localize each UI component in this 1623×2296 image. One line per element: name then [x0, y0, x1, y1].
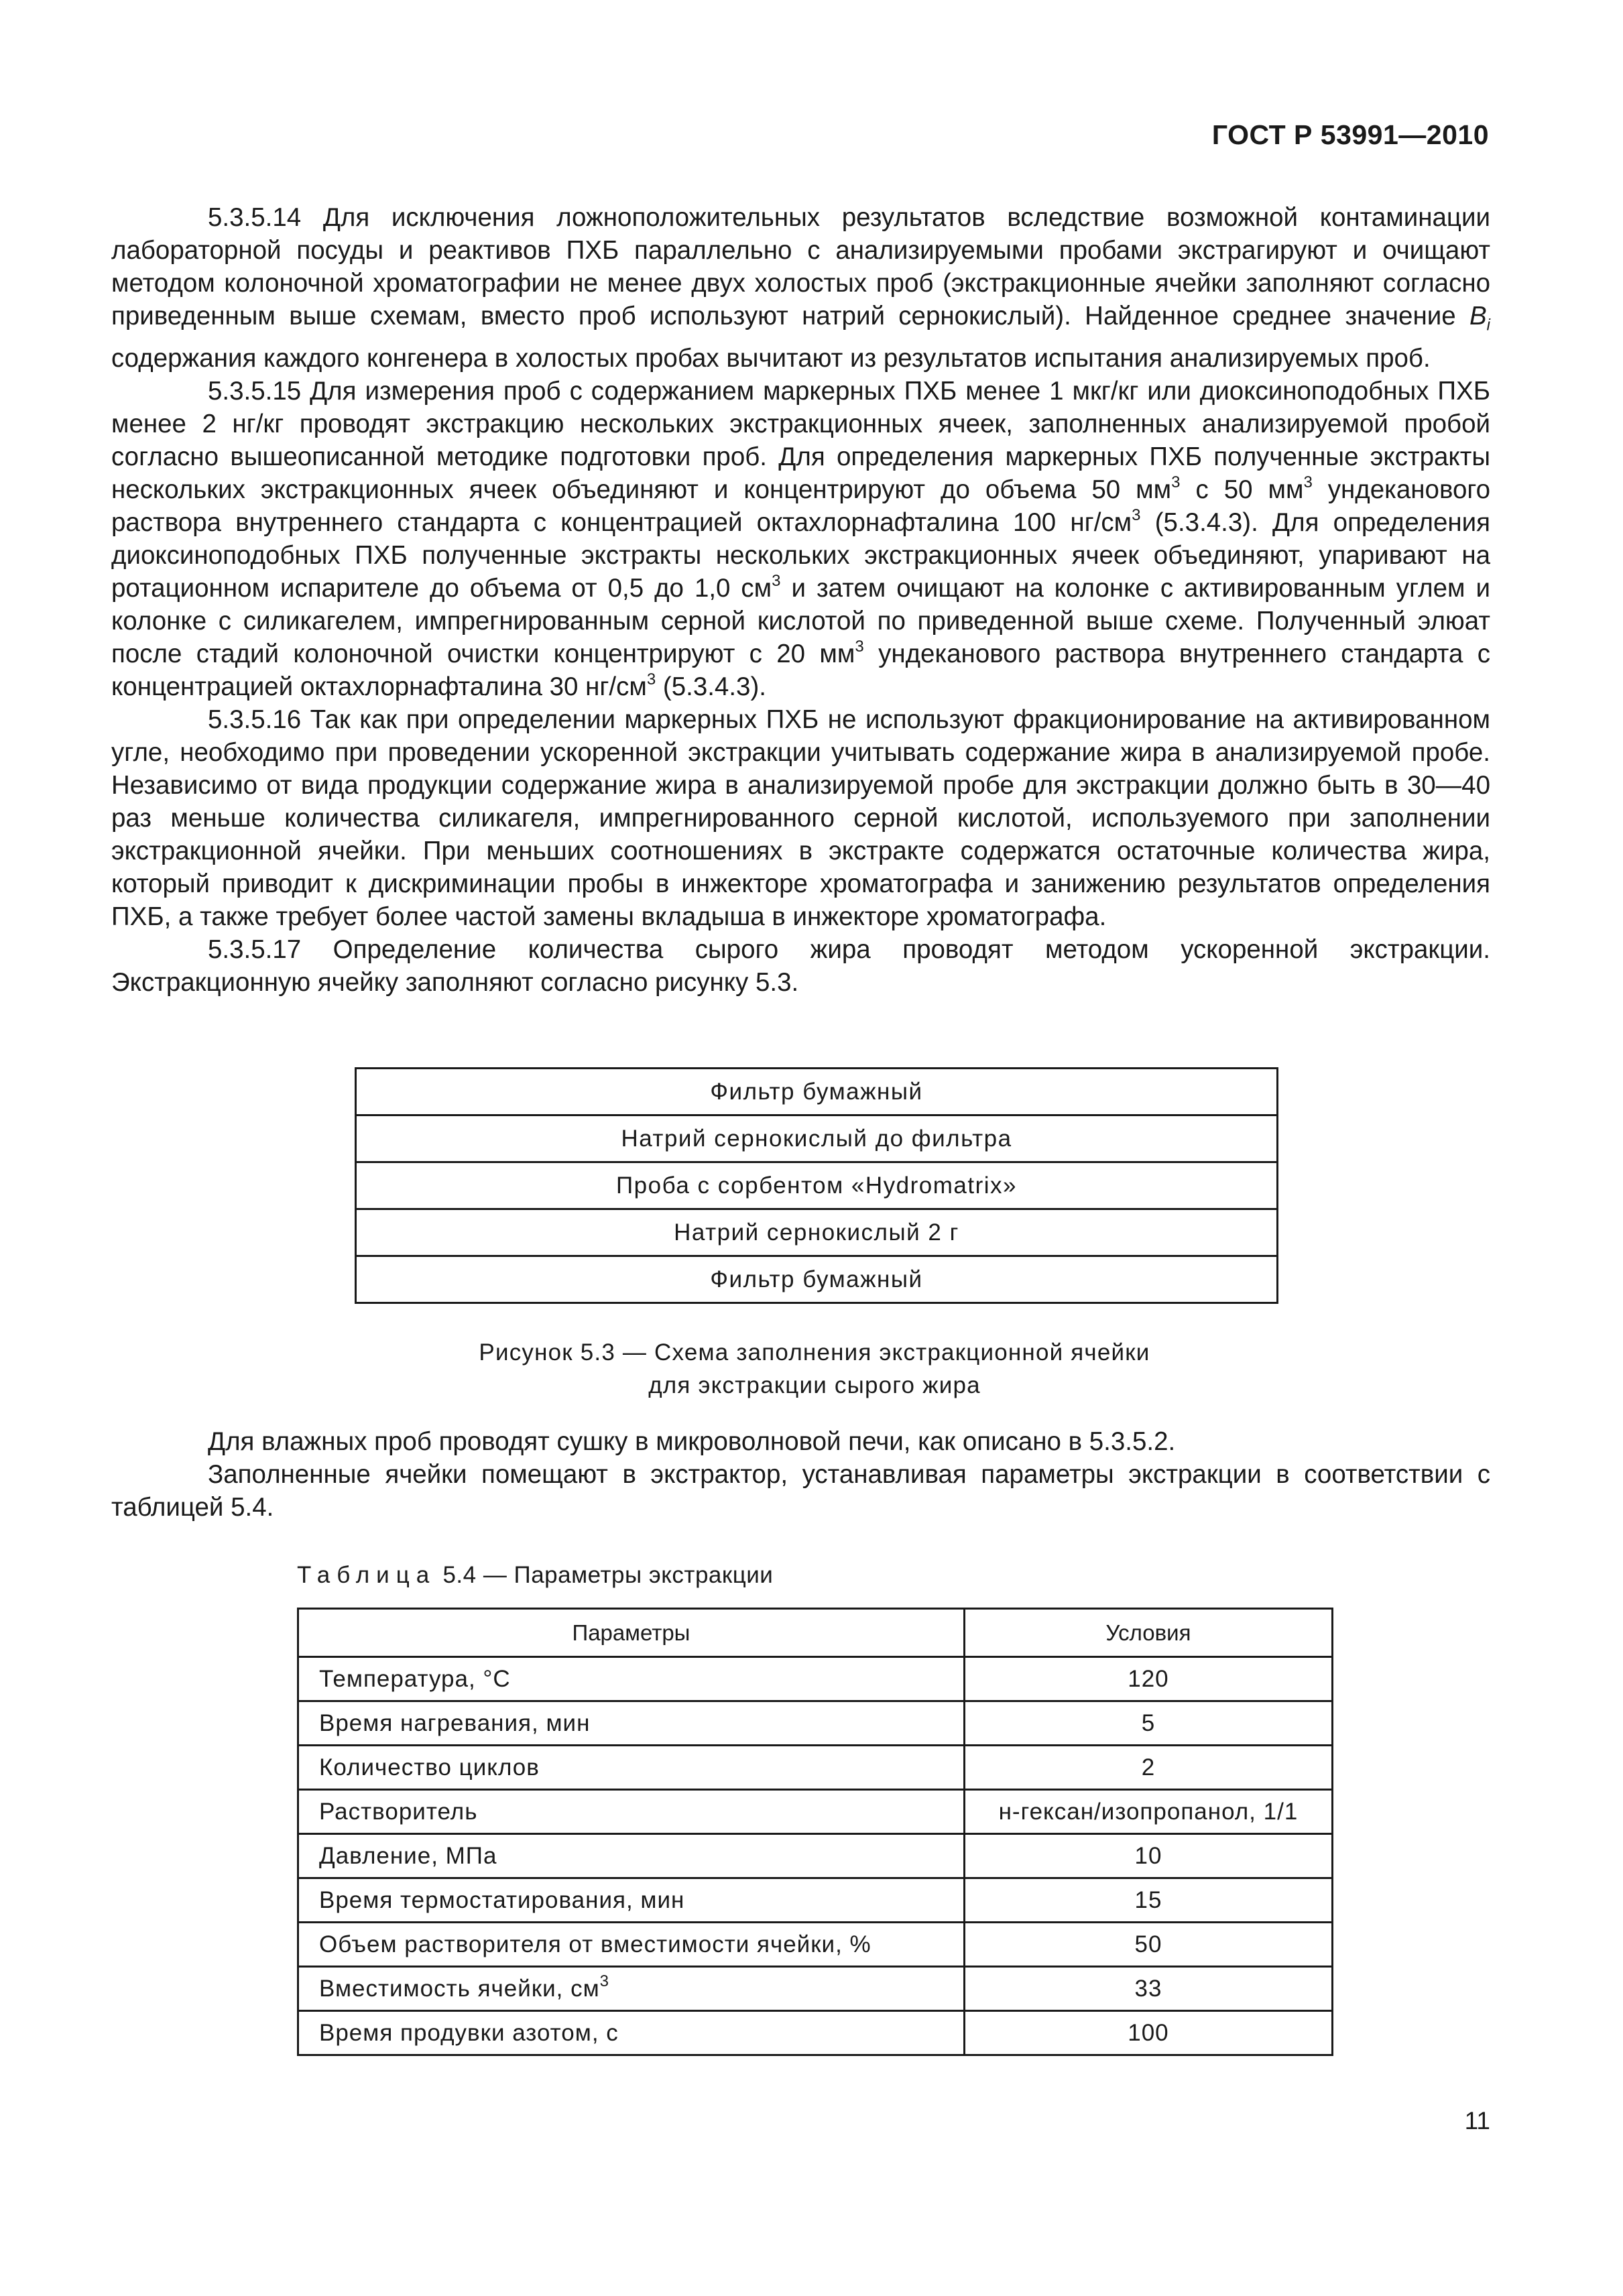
extraction-cell-scheme	[355, 1067, 1278, 1304]
post-figure-text	[111, 1425, 1490, 1524]
column-header-parameters: Параметры	[298, 1609, 965, 1657]
extraction-parameters-table	[297, 1608, 1333, 2056]
variable-b: B	[1469, 302, 1487, 330]
table-row	[298, 1701, 1333, 1746]
parameter-value: 50	[964, 1923, 1332, 1967]
paragraph-text: содержания каждого конгенера в холостых пробах вычитают из результатов испытания анализируемых проб.	[111, 343, 1431, 373]
parameter-value: 5	[964, 1701, 1332, 1746]
table-header-row	[298, 1609, 1333, 1657]
superscript: 3	[772, 571, 781, 590]
paragraph-text: с 50 мм	[1180, 475, 1304, 504]
table-caption-title: 5.4 — Параметры экстракции	[436, 1562, 774, 1588]
parameter-name-text: Вместимость ячейки, см	[319, 1975, 600, 2002]
superscript: 3	[1303, 473, 1313, 491]
superscript: 3	[599, 1972, 610, 1990]
figure-caption	[355, 1336, 1274, 1402]
table-row	[298, 1967, 1333, 2011]
scheme-layer: Фильтр бумажный	[357, 1069, 1276, 1116]
paragraph-5-3-5-14	[111, 201, 1490, 375]
parameter-name	[298, 1967, 965, 2011]
parameter-name: Температура, °С	[298, 1657, 965, 1701]
table-row	[298, 1834, 1333, 1878]
parameter-value: 15	[964, 1878, 1332, 1923]
parameter-value: 120	[964, 1657, 1332, 1701]
scheme-layer: Натрий сернокислый 2 г	[357, 1210, 1276, 1257]
parameter-value: 2	[964, 1746, 1332, 1790]
superscript: 3	[855, 637, 864, 656]
superscript: 3	[646, 670, 656, 688]
figure-caption-line-2: для экстракции сырого жира	[648, 1372, 981, 1398]
superscript: 3	[1132, 505, 1141, 524]
parameter-name: Количество циклов	[298, 1746, 965, 1790]
paragraph-5-3-5-16: 5.3.5.16 Так как при определении маркерных ПХБ не используют фракционирование на активированном угле, необходимо при проведении ускоренной экстракции учитывать содержание жира в анализируемой пробе. Независимо от вида продукции содержание жира в анализируемой пробе для экстракции должно быть в 30—40 раз меньше количества силикагеля, импрегнированного серной кислотой, используемого при заполнении экстракционной ячейки. При меньших соотношениях в экстракте содержатся остаточные количества жира, который приводит к дискриминации пробы в инжекторе хроматографа и занижению результатов определения ПХБ, а также требует более частой замены вкладыша в инжекторе хроматографа.	[111, 705, 1490, 931]
paragraph-drying: Для влажных проб проводят сушку в микроволновой печи, как описано в 5.3.5.2.	[208, 1427, 1176, 1456]
page-number: 11	[1464, 2107, 1490, 2134]
table-row	[298, 1923, 1333, 1967]
parameter-name: Растворитель	[298, 1790, 965, 1834]
parameter-value: н-гексан/изопропанол, 1/1	[964, 1790, 1332, 1834]
parameter-value: 33	[964, 1967, 1332, 2011]
figure-caption-line-1: Рисунок 5.3 — Схема заполнения экстракционной ячейки	[479, 1339, 1150, 1366]
table-row	[298, 1790, 1333, 1834]
parameter-name: Объем растворителя от вместимости ячейки, %	[298, 1923, 965, 1967]
paragraph-5-3-5-15	[111, 375, 1490, 703]
paragraph-text: 5.3.5.14 Для исключения ложноположительных результатов вследствие возможной контаминации лабораторной посуды и реактивов ПХБ параллельно с анализируемыми пробами экстрагируют и очищают методом колоночной хроматографии не менее двух холостых проб (экстракционные ячейки заполняют согласно приведенным выше схемам, вместо проб используют натрий сернокислый). Найденное среднее значение	[111, 203, 1490, 330]
table-row	[298, 2011, 1333, 2055]
superscript: 3	[1171, 473, 1181, 491]
scheme-layer: Проба с сорбентом «Hydromatrix»	[357, 1163, 1276, 1210]
scheme-layer: Натрий сернокислый до фильтра	[357, 1116, 1276, 1163]
paragraph-text: и затем очищают на колонке с активированным углем и колонке с силикагелем, импрегнированным серной кислотой по приведенной выше схеме. Полученный элюат после стадий колоночной очистки концентрируют с 20 мм	[111, 573, 1490, 668]
paragraph-text: ундеканового раствора внутреннего стандарта с концентрацией октахлорнафталина 100 нг/см	[111, 475, 1490, 537]
parameter-name: Время продувки азотом, с	[298, 2011, 965, 2055]
table-row	[298, 1657, 1333, 1701]
paragraph-text: (5.3.4.3).	[656, 672, 766, 701]
table-caption	[297, 1562, 773, 1589]
paragraph-text: 5.3.5.15 Для измерения проб с содержанием маркерных ПХБ менее 1 мкг/кг или диоксиноподобных ПХБ менее 2 нг/кг проводят экстракцию нескольких экстракционных ячеек, заполненных анализируемой пробой согласно вышеописанной методике подготовки проб. Для определения маркерных ПХБ полученные экстракты нескольких экстракционных ячеек объединяют и концентрируют до объема 50 мм	[111, 376, 1490, 504]
column-header-conditions: Условия	[964, 1609, 1332, 1657]
parameter-name: Время нагревания, мин	[298, 1701, 965, 1746]
document-id-header: ГОСТ Р 53991—2010	[1211, 119, 1489, 150]
paragraph-extractor: Заполненные ячейки помещают в экстрактор, устанавливая параметры экстракции в соответствии с таблицей 5.4.	[111, 1460, 1490, 1522]
table-row	[298, 1746, 1333, 1790]
paragraph-5-3-5-17: 5.3.5.17 Определение количества сырого жира проводят методом ускоренной экстракции. Экстракционную ячейку заполняют согласно рисунку 5.3.	[111, 934, 1490, 997]
body-text	[111, 201, 1490, 999]
parameter-name: Время термостатирования, мин	[298, 1878, 965, 1923]
parameter-value: 10	[964, 1834, 1332, 1878]
table-caption-prefix: Таблица	[297, 1562, 436, 1588]
paragraph-text: ундеканового раствора внутреннего стандарта с концентрацией октахлорнафталина 30 нг/см	[111, 639, 1490, 701]
parameter-name: Давление, МПа	[298, 1834, 965, 1878]
variable-subscript: i	[1486, 316, 1490, 335]
paragraph-text: (5.3.4.3). Для определения диоксиноподобных ПХБ полученные экстракты нескольких экстракционных ячеек объединяют, упаривают на ротационном испарителе до объема от 0,5 до 1,0 см	[111, 507, 1490, 603]
parameter-value: 100	[964, 2011, 1332, 2055]
scheme-layer: Фильтр бумажный	[710, 1266, 923, 1292]
table-row	[298, 1878, 1333, 1923]
